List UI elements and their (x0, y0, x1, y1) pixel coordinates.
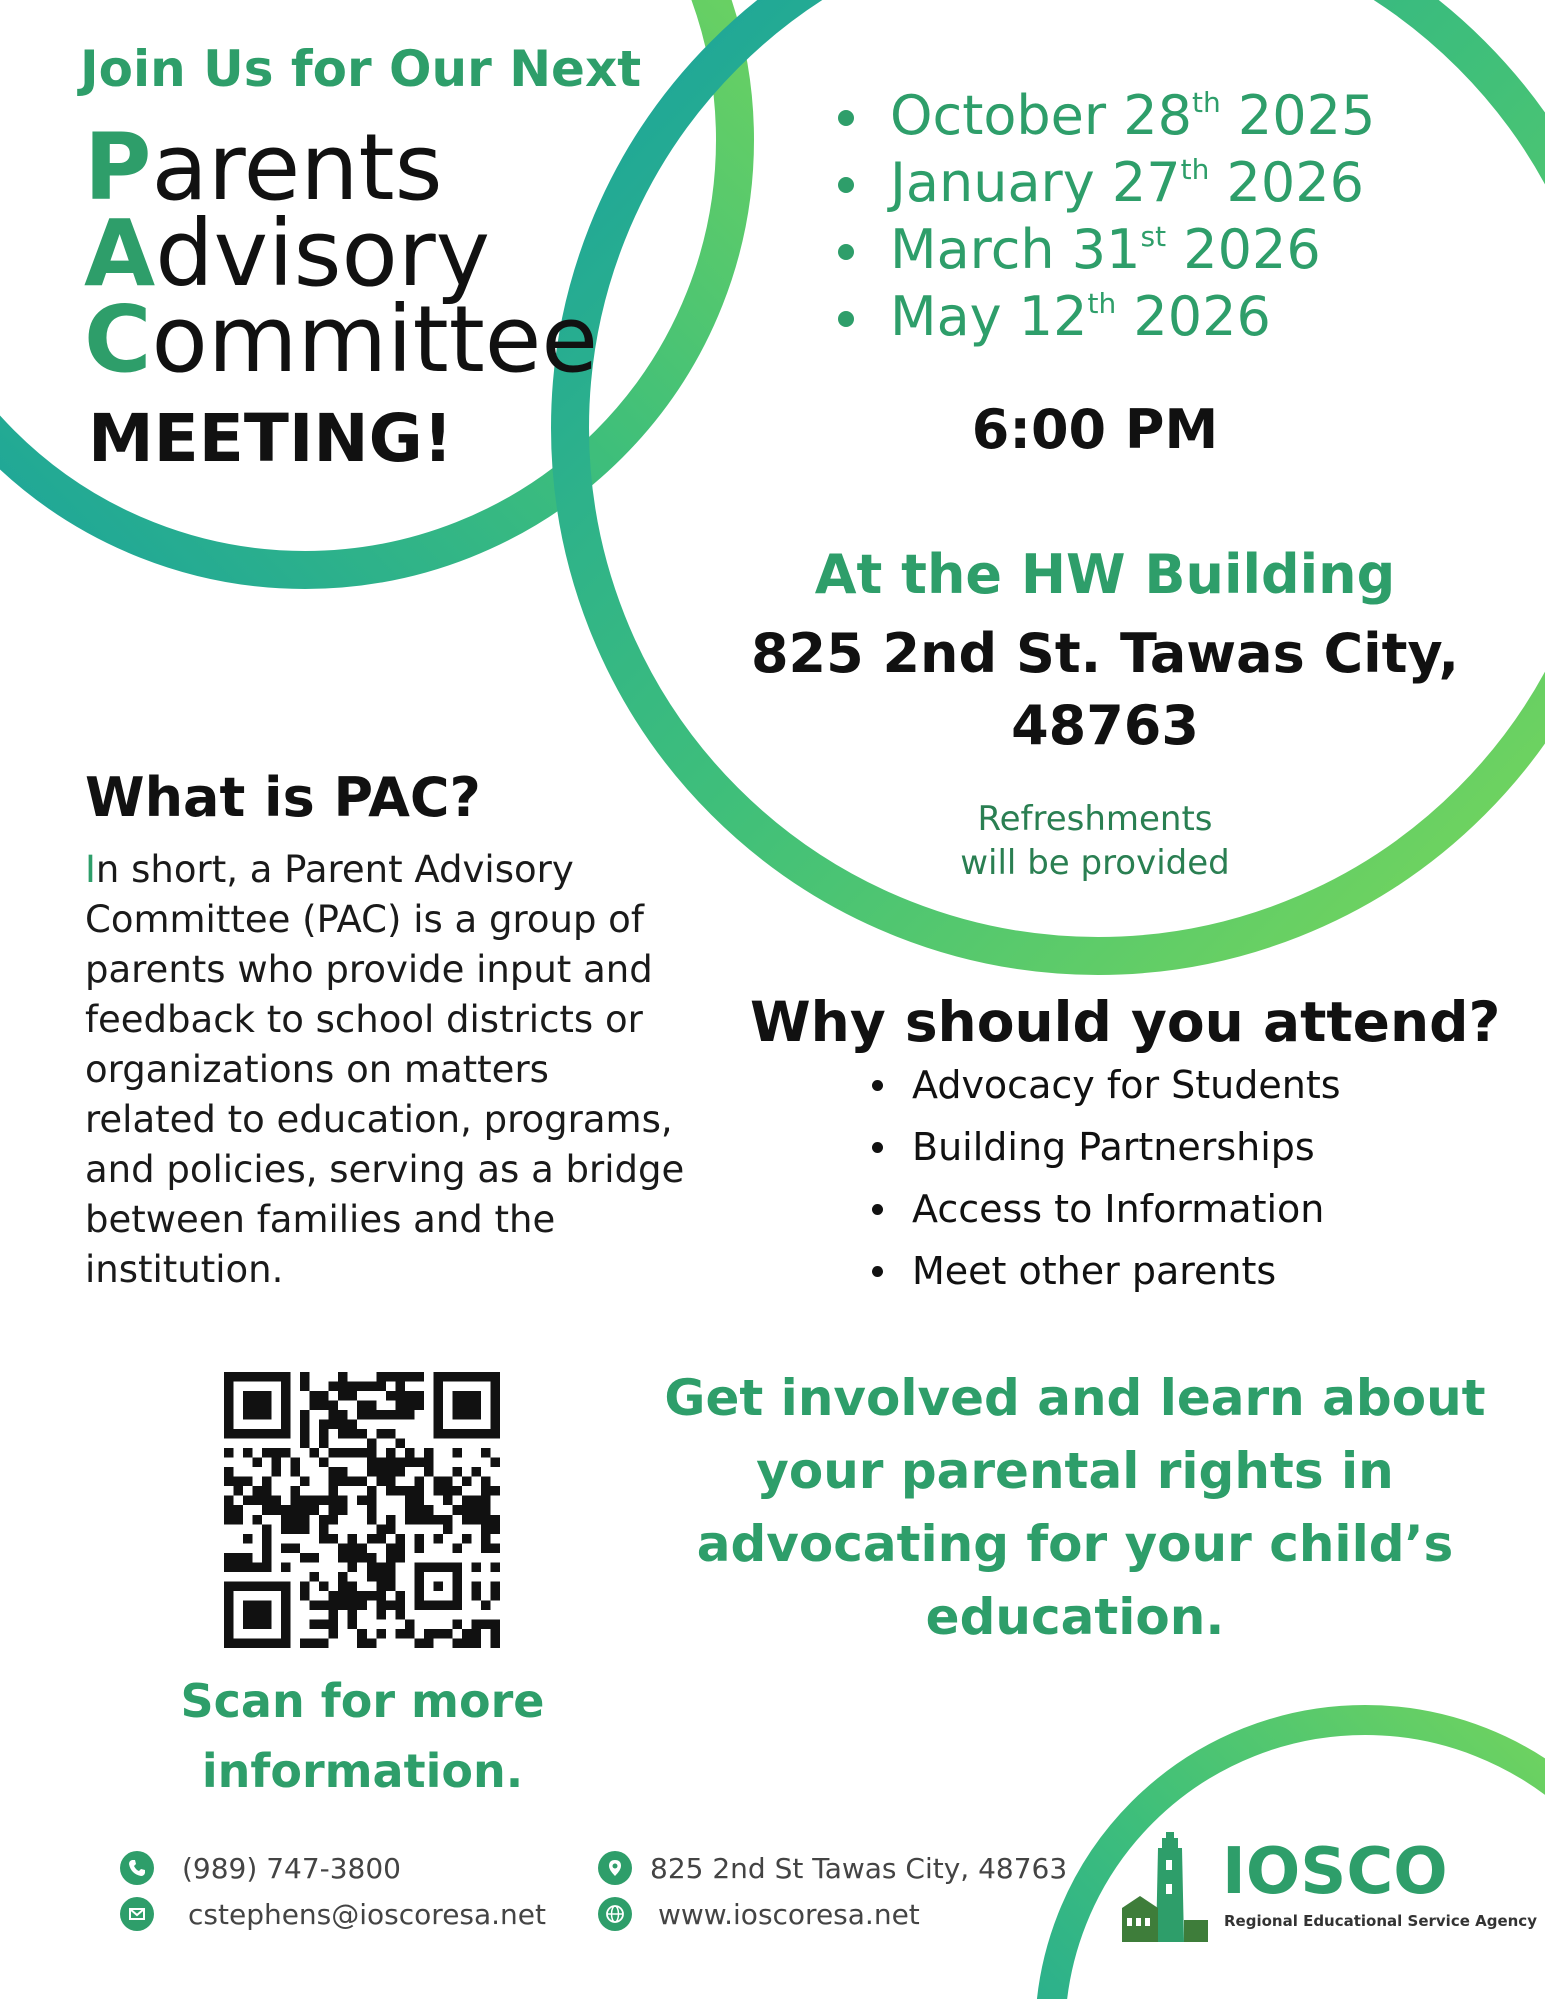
venue-address (700, 618, 1510, 762)
pac-title-line-3 (84, 286, 598, 393)
reason-item: Meet other parents (870, 1240, 1341, 1302)
cta-line: your parental rights in (756, 1442, 1394, 1500)
why-attend-heading: Why should you attend? (750, 990, 1501, 1054)
refreshments-note (900, 797, 1290, 885)
address-line-2: 48763 (1011, 694, 1199, 757)
pac-initial: P (84, 114, 152, 221)
what-is-pac-body (85, 845, 685, 1295)
reason-item: Building Partnerships (870, 1116, 1341, 1178)
email-icon (120, 1897, 154, 1931)
refreshments-line-2: will be provided (960, 843, 1230, 883)
contact-email[interactable] (120, 1897, 546, 1931)
call-to-action (660, 1362, 1490, 1654)
cta-line: advocating for your child’s (696, 1515, 1454, 1573)
first-letter: I (85, 848, 96, 891)
reason-item: Advocacy for Students (870, 1054, 1341, 1116)
contact-website[interactable] (598, 1897, 920, 1931)
scan-caption (150, 1666, 575, 1806)
meeting-heading: MEETING! (88, 400, 453, 477)
location-pin-icon (598, 1851, 632, 1885)
date-item: March 31st 2026 (830, 216, 1375, 283)
refreshments-line-1: Refreshments (977, 799, 1213, 839)
email-address: cstephens@ioscoresa.net (188, 1897, 547, 1931)
globe-icon (598, 1897, 632, 1931)
qr-code[interactable] (224, 1372, 500, 1648)
venue-name: At the HW Building (814, 543, 1396, 606)
scan-line-1: Scan for more (180, 1674, 545, 1728)
meeting-time: 6:00 PM (971, 398, 1219, 461)
phone-number: (989) 747-3800 (182, 1851, 401, 1885)
what-is-pac-heading: What is PAC? (85, 766, 481, 829)
logo-name: IOSCO (1222, 1835, 1448, 1909)
date-item: May 12th 2026 (830, 283, 1375, 350)
pac-initial: C (84, 286, 152, 393)
reasons-list (870, 1054, 1341, 1302)
join-us-heading: Join Us for Our Next (80, 40, 642, 98)
scan-line-2: information. (201, 1744, 524, 1798)
date-item: October 28th 2025 (830, 82, 1375, 149)
pac-rest: ommittee (151, 286, 598, 393)
reason-item: Access to Information (870, 1178, 1341, 1240)
meeting-dates-list (830, 82, 1375, 350)
address-line-1: 825 2nd St. Tawas City, (750, 622, 1460, 685)
logo-subtitle: Regional Educational Service Agency (1224, 1912, 1537, 1930)
phone-icon (120, 1851, 154, 1885)
lighthouse-logo-icon (1122, 1830, 1222, 1942)
website-url: www.ioscoresa.net (658, 1897, 920, 1931)
contact-address[interactable] (598, 1851, 1067, 1885)
street-address: 825 2nd St Tawas City, 48763 (650, 1851, 1068, 1885)
contact-phone[interactable] (120, 1851, 401, 1885)
cta-line: education. (925, 1588, 1225, 1646)
body-text: n short, a Parent Advisory Committee (PAC) is a group of parents who provide input and feedback to school districts or organizations on matters related to education, programs, and policies, serving as a bridge between families and the institution. (85, 848, 685, 1291)
date-item: January 27th 2026 (830, 149, 1375, 216)
cta-line: Get involved and learn about (664, 1369, 1486, 1427)
pac-initial: A (84, 200, 156, 307)
pac-rest: arents (151, 114, 443, 221)
pac-rest: dvisory (155, 200, 491, 307)
